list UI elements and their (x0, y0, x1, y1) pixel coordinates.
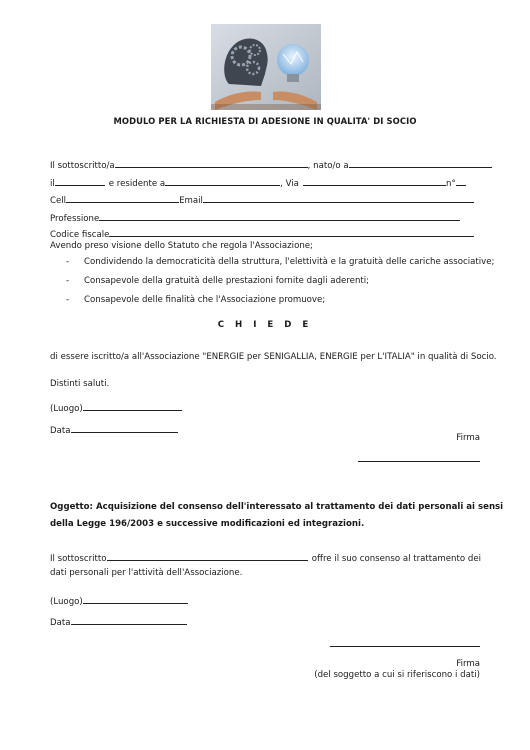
bullet-dash: - (66, 257, 70, 267)
field-name[interactable] (115, 158, 308, 168)
label-privacy-luogo: (Luogo) (50, 597, 83, 607)
label-number: n° (445, 179, 456, 189)
greeting-text: Distinti saluti. (50, 379, 110, 389)
field-birthdate[interactable] (55, 176, 105, 186)
label-email: Email (179, 196, 203, 206)
row-privacy-date (50, 615, 187, 629)
label-luogo: (Luogo) (50, 404, 83, 414)
list-item: - Condividendo la democraticità della struttura, l'elettività e la gratuità delle cariche associative; (66, 257, 495, 267)
field-privacy-date[interactable] (71, 615, 187, 625)
row-place (50, 401, 182, 415)
row-date (50, 423, 178, 437)
page-title: MODULO PER LA RICHIESTA DI ADESIONE IN QUALITA' DI SOCIO (113, 116, 417, 126)
privacy-signature-label: Firma (456, 659, 480, 669)
field-date[interactable] (71, 423, 178, 433)
field-residence[interactable] (165, 176, 280, 186)
request-heading: C H I E D E (217, 320, 313, 330)
field-consent-name[interactable] (107, 551, 308, 561)
row-profession (50, 211, 460, 225)
label-data: Data (50, 426, 71, 436)
privacy-subject-line2: della Legge 196/2003 e successive modificazioni ed integrazioni. (50, 519, 365, 529)
label-sottoscritto: Il sottoscritto/a (50, 161, 115, 171)
label-residente-a: e residente a (108, 179, 166, 189)
field-place[interactable] (83, 401, 182, 411)
consent-line2: dati personali per l'attività dell'Associazione. (50, 568, 243, 578)
row-tax-code (50, 227, 474, 241)
field-email[interactable] (203, 193, 474, 203)
list-item: - Consapevole delle finalità che l'Associazione promuove; (66, 295, 326, 305)
row-consent (50, 551, 481, 565)
field-tax-code[interactable] (109, 227, 474, 237)
privacy-subject-line1: Oggetto: Acquisizione del consenso dell'interessato al trattamento dei dati personali ai sensi (50, 502, 504, 512)
bullet-dash: - (66, 295, 70, 305)
row-phone-email (50, 193, 474, 207)
list-item: - Consapevole della gratuità delle prestazioni fornite dagli aderenti; (66, 276, 370, 286)
row-date-residence (50, 176, 466, 190)
field-profession[interactable] (99, 211, 460, 221)
row-name-birthplace (50, 158, 492, 172)
row-privacy-place (50, 594, 188, 608)
privacy-signature-note: (del soggetto a cui si riferiscono i dati) (314, 670, 480, 680)
label-privacy-data: Data (50, 618, 71, 628)
label-cell: Cell (50, 196, 67, 206)
label-il: il (50, 179, 55, 189)
label-via: , Via (280, 179, 299, 189)
gears-head-bulb-hands-icon (211, 24, 321, 110)
label-consent-sottoscritto: Il sottoscritto (50, 554, 107, 564)
label-professione: Professione (50, 214, 100, 224)
conditions-list (66, 257, 494, 314)
field-cell[interactable] (66, 193, 179, 203)
signature-label: Firma (456, 433, 480, 443)
label-nato-a: , nato/o a (307, 161, 349, 171)
bullet-dash: - (66, 276, 70, 286)
statute-text: Avendo preso visione dello Statuto che regola l'Associazione; (50, 241, 313, 251)
signature-field[interactable] (358, 452, 480, 462)
request-text: di essere iscritto/a all'Associazione "ENERGIE per SENIGALLIA, ENERGIE per L'ITALIA" in qualità di Socio. (50, 352, 497, 362)
field-birthplace[interactable] (349, 158, 492, 168)
label-consent-offre: offre il suo consenso al trattamento dei (311, 554, 481, 564)
label-codice-fiscale: Codice fiscale (50, 230, 110, 240)
field-privacy-place[interactable] (83, 594, 188, 604)
privacy-signature-field[interactable] (330, 637, 480, 647)
field-house-number[interactable] (456, 176, 466, 186)
field-street[interactable] (303, 176, 446, 186)
